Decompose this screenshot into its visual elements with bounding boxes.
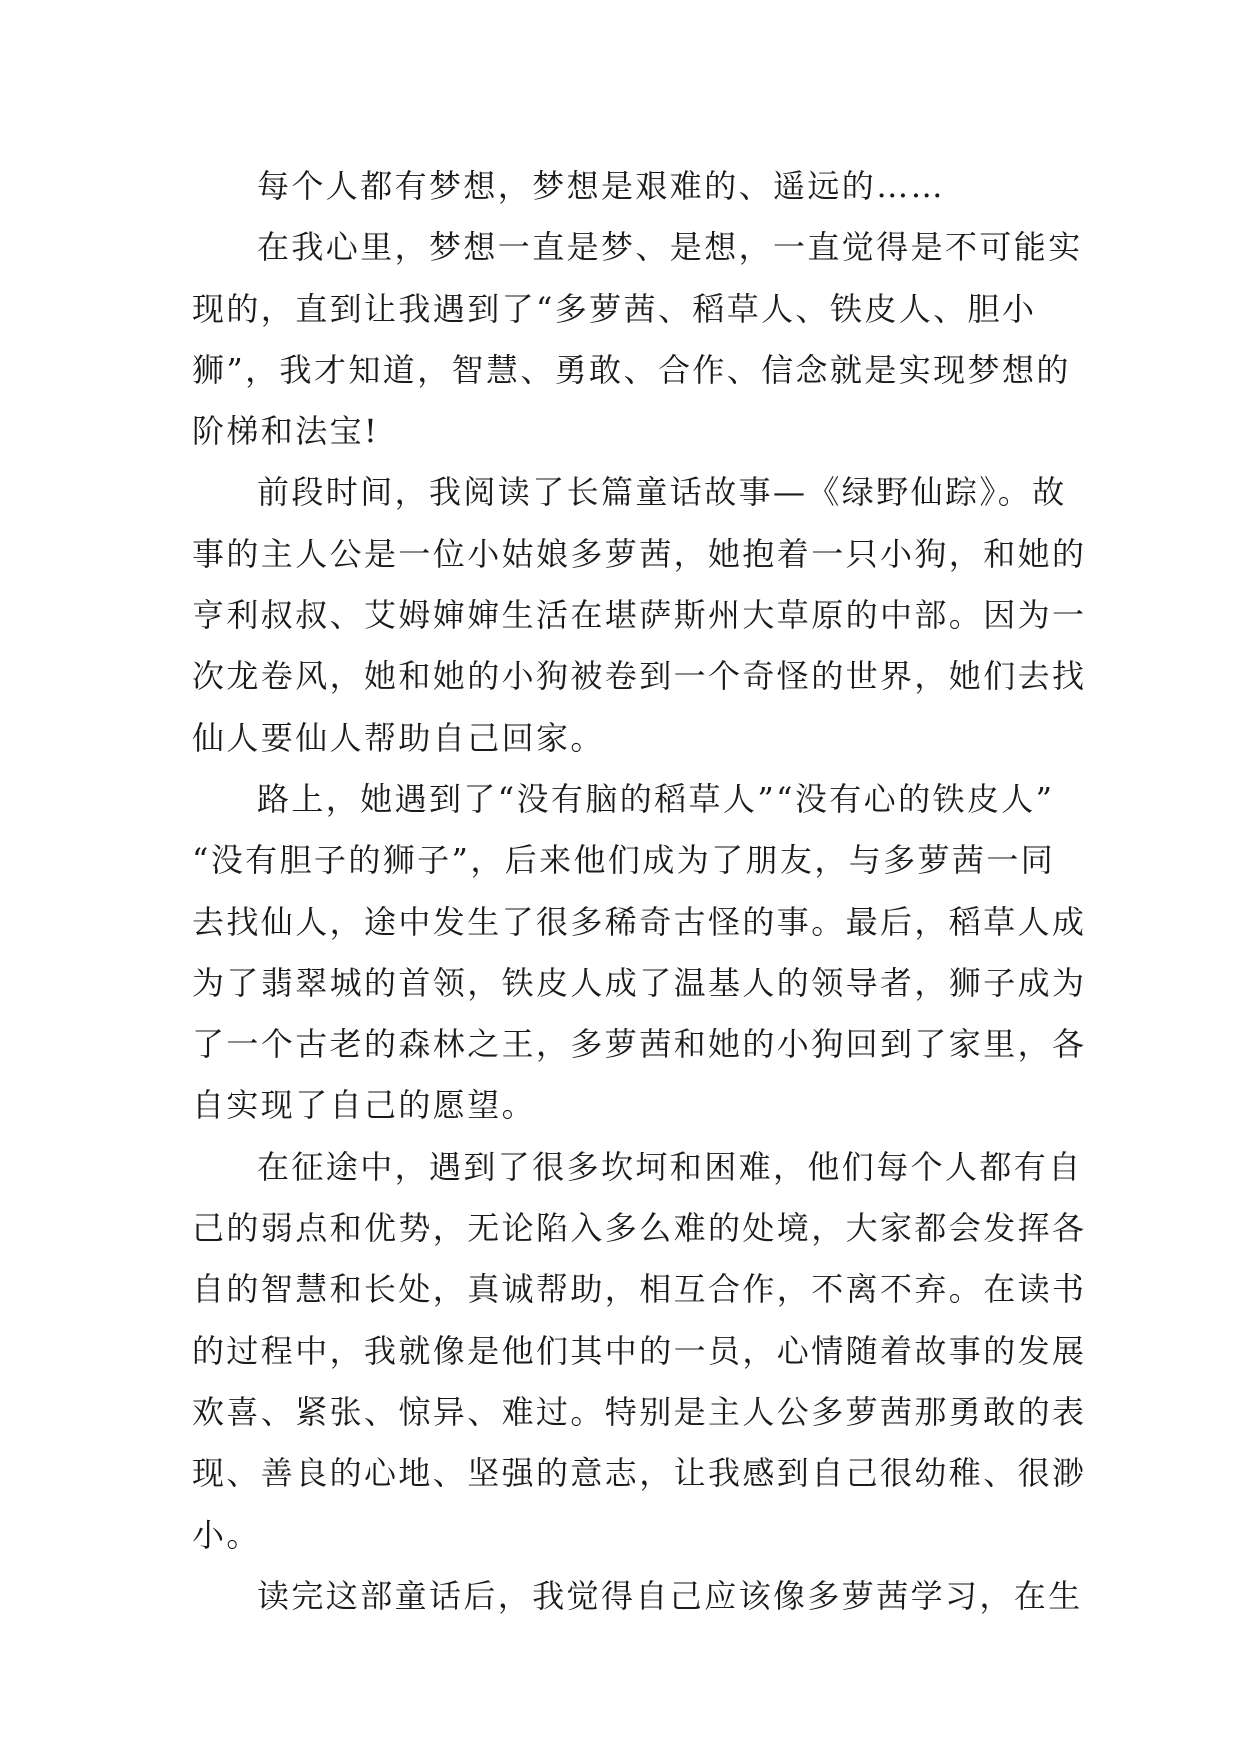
paragraph-5-line-5: 欢喜、紧张、惊异、难过。特别是主人公多萝茜那勇敢的表 [192,1392,1087,1431]
paragraph-5-line-6: 现、善良的心地、坚强的意志，让我感到自己很幼稚、很渺 [192,1454,1087,1493]
paragraph-3-line-4: 次龙卷风，她和她的小狗被卷到一个奇怪的世界，她们去找 [192,657,1087,696]
essay-body [192,156,1087,1627]
paragraph-3-line-3: 亨利叔叔、艾姆婶婶生活在堪萨斯州大草原的中部。因为一 [192,596,1087,635]
paragraph-2-line-1: 在我心里，梦想一直是梦、是想，一直觉得是不可能实 [257,228,1083,267]
paragraph-3-line-1: 前段时间，我阅读了长篇童话故事—《绿野仙踪》。故 [257,473,1067,512]
paragraph-4-line-6: 自实现了自己的愿望。 [192,1086,537,1125]
paragraph-2-line-2: 现的，直到让我遇到了“多萝茜、稻草人、铁皮人、胆小 [192,289,1037,328]
paragraph-5-line-4: 的过程中，我就像是他们其中的一员，心情随着故事的发展 [192,1331,1087,1370]
paragraph-5-line-3: 自的智慧和长处，真诚帮助，相互合作，不离不弃。在读书 [192,1270,1087,1309]
paragraph-2-line-3: 狮”，我才知道，智慧、勇敢、合作、信念就是实现梦想的 [192,350,1071,389]
paragraph-5-line-7: 小。 [192,1515,261,1554]
paragraph-4-line-2: “没有胆子的狮子”，后来他们成为了朋友，与多萝茜一同 [192,841,1056,880]
paragraph-6-line-1: 读完这部童话后，我觉得自己应该像多萝茜学习，在生 [257,1576,1083,1615]
paragraph-5-line-2: 己的弱点和优势，无论陷入多么难的处境，大家都会发挥各 [192,1209,1087,1248]
paragraph-3-line-5: 仙人要仙人帮助自己回家。 [192,718,605,757]
paragraph-4-line-4: 为了翡翠城的首领，铁皮人成了温基人的领导者，狮子成为 [192,963,1087,1002]
paragraph-4-line-5: 了一个古老的森林之王，多萝茜和她的小狗回到了家里，各 [192,1025,1087,1064]
paragraph-3-line-2: 事的主人公是一位小姑娘多萝茜，她抱着一只小狗，和她的 [192,534,1087,573]
paragraph-4-line-1: 路上，她遇到了“没有脑的稻草人”“没有心的铁皮人” [257,779,1055,818]
paragraph-4-line-3: 去找仙人，途中发生了很多稀奇古怪的事。最后，稻草人成 [192,902,1087,941]
paragraph-5-line-1: 在征途中，遇到了很多坎坷和困难，他们每个人都有自 [257,1147,1083,1186]
paragraph-1-line-1: 每个人都有梦想，梦想是艰难的、遥远的…… [257,167,946,205]
paragraph-2-line-4: 阶梯和法宝! [192,412,380,451]
